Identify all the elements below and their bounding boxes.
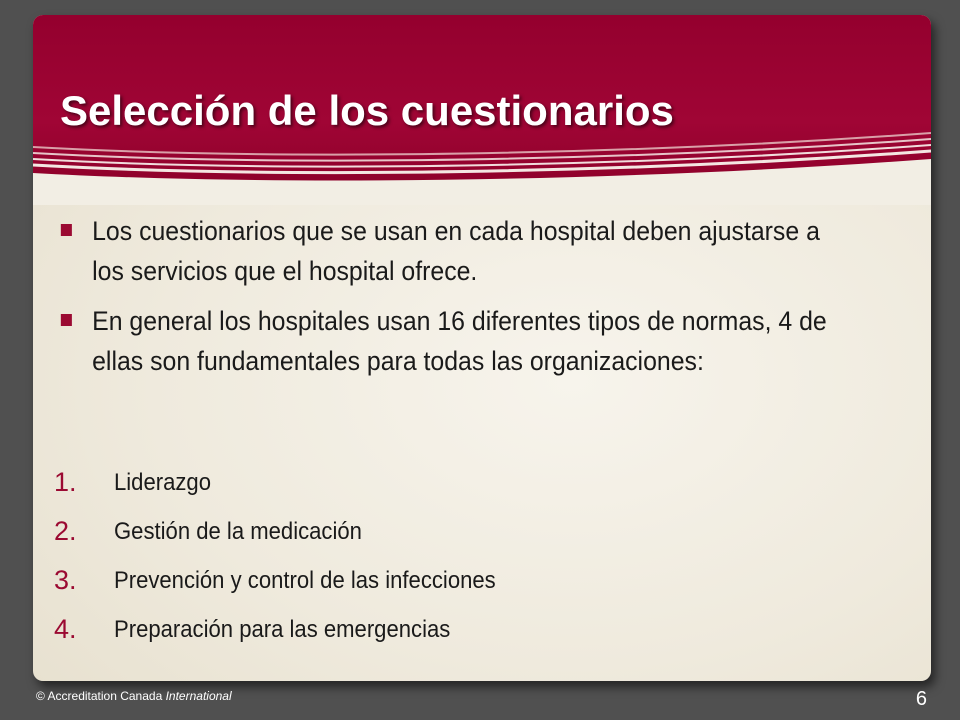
numbered-list xyxy=(54,458,754,654)
copyright-italic-text: International xyxy=(165,689,232,703)
numbered-item xyxy=(54,556,754,605)
item-text: Liderazgo xyxy=(114,468,211,496)
copyright-text: © Accreditation Canada xyxy=(36,689,166,703)
bullet-item xyxy=(59,301,850,381)
item-number: 3. xyxy=(54,565,77,595)
square-bullet-icon xyxy=(61,224,72,236)
square-bullet-icon xyxy=(61,314,72,326)
slide-title: Selección de los cuestionarios xyxy=(60,87,674,134)
bullet-item xyxy=(59,211,850,291)
item-number: 2. xyxy=(54,516,77,546)
numbered-item xyxy=(54,458,754,507)
item-text: Gestión de la medicación xyxy=(114,517,362,545)
item-text: Prevención y control de las infecciones xyxy=(114,566,496,594)
item-number: 1. xyxy=(54,467,77,497)
numbered-item xyxy=(54,605,754,654)
bullet-text: En general los hospitales usan 16 diferentes tipos de normas, 4 de ellas son fundamentales para todas las organizaciones: xyxy=(92,306,827,376)
item-text: Preparación para las emergencias xyxy=(114,615,451,643)
bullet-list xyxy=(59,211,919,381)
bullet-text: Los cuestionarios que se usan en cada hospital deben ajustarse a los servicios que el hospital ofrece. xyxy=(92,216,820,286)
page-number: 6 xyxy=(915,688,927,710)
numbered-item xyxy=(54,507,754,556)
item-number: 4. xyxy=(54,614,77,644)
slide xyxy=(33,15,931,681)
decorative-waves xyxy=(33,125,931,205)
copyright-footer xyxy=(36,689,232,703)
title-banner xyxy=(33,15,931,193)
